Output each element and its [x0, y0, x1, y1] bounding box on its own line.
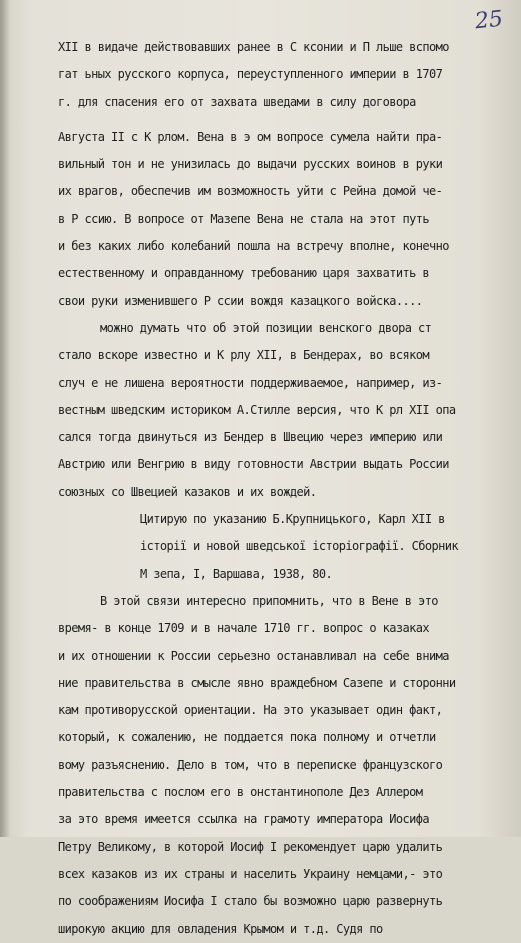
- text-line: по соображениям Иосифа I стало бы возможно царю развернуть: [58, 894, 443, 909]
- text-line: и без каких либо колебаний пошла на встречу вполне, конечно: [58, 239, 449, 254]
- text-line: Августа II с К рлом. Вена в э ом вопросе сумела найти пра-: [58, 129, 443, 144]
- text-line: ние правительства в смысле явно враждебном Сазепе и сторонни: [58, 675, 456, 690]
- footnote-line: Цитирую по указанию Б.Крупницького, Карл XII в: [140, 512, 445, 527]
- text-line: Австрию или Венгрию в виду готовности Австрии выдать России: [58, 457, 449, 472]
- text-line: который, к сожалению, не поддается пока полному и отчетли: [58, 730, 436, 745]
- page-fold-shadow: [0, 0, 10, 837]
- footnote-line: М зепа, I, Варшава, 1938, 80.: [140, 566, 333, 581]
- text-line: всех казаков из их страны и населить Украину немцами,- это: [58, 866, 443, 881]
- text-line: правительства с послом его в онстантинополе Дез Аллером: [58, 785, 423, 800]
- text-line: можно думать что об этой позиции венского двора ст: [100, 320, 432, 335]
- text-line: свои руки изменившего Р ссии вождя казацкого войска....: [58, 293, 423, 308]
- text-line: XII в видаче действовавших ранее в С ксонии и П льше вспомо: [58, 40, 449, 54]
- text-line: их врагов, обеспечив им возможность уйти с Рейна домой че-: [58, 184, 443, 199]
- text-line: время- в конце 1709 и в начале 1710 гг. вопрос о казаках: [58, 621, 429, 636]
- text-line: гат ьных русского корпуса, переуступленного империи в 1707: [58, 67, 443, 82]
- text-line: стало вскоре известно и К рлу XII, в Бендерах, во всяком: [58, 348, 429, 363]
- text-line: Петру Великому, в которой Иосиф I рекомендует царю удалить: [58, 839, 443, 854]
- text-line: случ е не лишена вероятности поддерживаемое, например, из-: [58, 375, 443, 390]
- text-line: вильный тон и не унизилась до выдачи русских воинов в руки: [58, 157, 443, 172]
- text-line: за это время имеется ссылка на грамоту императора Иосифа: [58, 812, 429, 827]
- text-line: г. для спасения его от захвата шведами в силу договора: [58, 94, 416, 109]
- text-line: естественному и оправданному требованию царя захватить в: [58, 266, 429, 281]
- text-line: сался тогда двинуться из Бендер в Швецию через империю или: [58, 430, 443, 445]
- text-line: В этой связи интересно припомнить, что в Вене в это: [100, 593, 438, 608]
- footnote-line: історії и новой шведської історіографії. Сборник: [140, 539, 458, 554]
- line-gap: [58, 116, 516, 124]
- text-line: в Р ссию. В вопросе от Мазепе Вена не стала на этот путь: [58, 211, 429, 226]
- page-number: 25: [473, 6, 505, 35]
- text-line: и их отношении к России серьезно останавливал на себе внима: [58, 648, 449, 663]
- page-body: [58, 34, 516, 943]
- text-line: широкую акцию для овладения Крымом и т.д. Судя по: [58, 921, 383, 936]
- text-line: кам противорусской ориентации. На это указывает один факт,: [58, 703, 443, 718]
- text-line: союзных со Швецией казаков и их вождей.: [58, 484, 317, 499]
- text-line: вому разъяснению. Дело в том, что в переписке французского: [58, 757, 443, 772]
- text-line: вестным шведским историком А.Стилле версия, что К рл XII опа: [58, 402, 456, 417]
